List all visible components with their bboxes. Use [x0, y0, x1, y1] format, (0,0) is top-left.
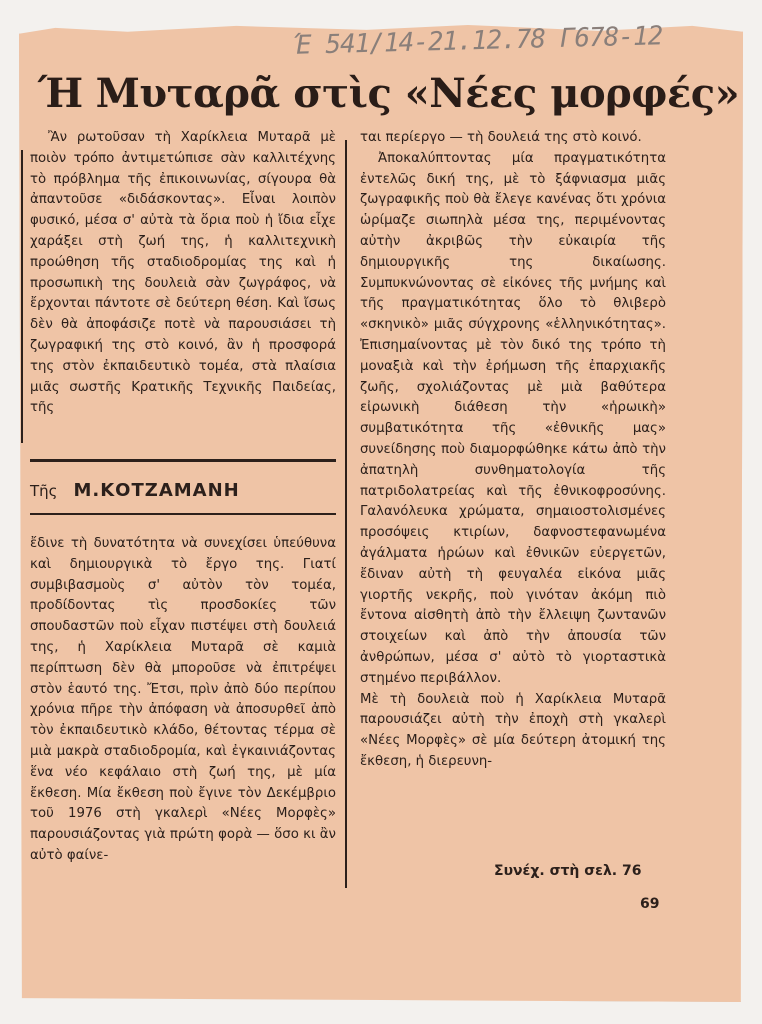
column-1-bottom-text: [30, 534, 336, 867]
byline-top-rule: [30, 459, 336, 462]
column-2-text: [360, 128, 666, 773]
paragraph: Μὲ τὴ δουλειὰ ποὺ ἡ Χαρίκλεια Μυταρᾶ παρουσιάζει αὐτὴ τὴν ἐποχὴ στὴ γκαλερὶ «Νέες Μορφὲς» σὲ μία δεύτερη ἀτομική της ἔκθεση, ἡ διερευνη-: [360, 691, 666, 769]
handwritten-archive-note: Έ 541/14-21.12.78 Γ678-12: [295, 21, 663, 61]
byline-bottom-rule: [30, 513, 336, 515]
byline: [30, 480, 336, 501]
byline-author: Μ.ΚΟΤΖΑΜΑΝΗ: [73, 480, 240, 501]
column-divider-rule: [345, 140, 347, 888]
paragraph: Ἀποκαλύπτοντας μία πραγματικότητα ἐντελῶς δική της, μὲ τὸ ξάφνιασμα μιᾶς ζωγραφικῆς ποὺ θὰ ἔλεγε κανένας ὅτι χρόνια ὡρίμαζε σιωπηλὰ μέσα της, περιμένοντας αὐτὴν ἀκριβῶς τὴν εὐκαιρία τῆς δημιουργικῆς της δικαίωσης. Συμπυκνώνοντας σὲ εἰκόνες τῆς μνήμης καὶ τῆς πραγματικότητας ὅλο τὸ θλιβερὸ «σκηνικὸ» μιᾶς σύγχρονης «ἑλληνικότητας». Ἐπισημαίνοντας μὲ τὸν δικό της τρόπο τὴ μοναξιὰ καὶ τὴν ἐρήμωση τῆς ἐπαρχιακῆς ζωῆς, σχολιάζοντας μὲ μιὰ βαθύτερα εἰρωνικὴ διάθεση τὴν «ἡρωικὴ» συμβατικότητα τῆς «ἐθνικῆς μας» συνείδησης ποὺ διαμορφώθηκε κάτω ἀπὸ τὴν ἀπατηλὴ συνθηματολογία τῆς πατριδολατρείας καὶ τῆς ἐθνικοφροσύνης. Γαλανόλευκα χρώματα, σημαιοστολισμένες προσόψεις κτιρίων, δαφνοστεφανωμένα ἀγάλματα ἡρώων καὶ ἐθνικῶν εὐεργετῶν, ἔδιναν αὐτὴ τὴ φευγαλέα εἰκόνα μιᾶς γιορτῆς νεκρῆς, ποὺ γινόταν ἀκόμη πιὸ ἔντονα αἰσθητὴ ἀπὸ τὴν ἔλλειψη ζωντανῶν στοιχείων καὶ ἀπὸ τὴν ἀπουσία τῶν ἀνθρώπων, μέσα σ' αὐτὸ τὸ γιορταστικὰ στημένο περιβάλλον.: [360, 150, 666, 686]
headline: Ή Μυταρᾶ στὶς «Νέες μορφές»: [38, 70, 740, 117]
paragraph: ται περίεργο — τὴ δουλειά της στὸ κοινό.: [360, 130, 642, 145]
paragraph: ἔδινε τὴ δυνατότητα νὰ συνεχίσει ὑπεύθυνα καὶ δημιουργικὰ τὸ ἔργο της. Γιατί συμβιβασμοὺς σ' αὐτὸν τὸν τομέα, προδίδοντας τὶς προσδοκίες τῶν σπουδαστῶν ποὺ εἶχαν πιστέψει στὴ δουλειά της, ἡ Χαρίκλεια Μυταρᾶ σὲ καμιὰ περίπτωση δὲν θὰ μποροῦσε νὰ ἐπιτρέψει στὸν ἑαυτό της. Ἔτσι, πρὶν ἀπὸ δύο περίπου χρόνια πῆρε τὴν ἀπόφαση νὰ ἀποσυρθεῖ ἀπὸ τὸν ἐκπαιδευτικὸ κλάδο, θέτοντας τέρμα σὲ μιὰ μακρὰ σταδιοδρομία, καὶ ἐγκαινιάζοντας ἕνα νέο κεφάλαιο στὴ ζωή της, μὲ μία ἔκθεση. Μία ἔκθεση ποὺ ἔγινε τὸν Δεκέμβριο τοῦ 1976 στὴ γκαλερὶ «Νέες Μορφὲς» παρουσιάζοντας γιὰ πρώτη φορὰ — ὅσο κι ἂν αὐτὸ φαίνε-: [30, 536, 336, 863]
page-number: 69: [640, 896, 660, 912]
byline-label: Τῆς: [30, 482, 58, 500]
left-column-rule: [21, 150, 23, 443]
column-1-top-text: [30, 128, 336, 419]
paragraph: Ἂν ρωτοῦσαν τὴ Χαρίκλεια Μυταρᾶ μὲ ποιὸν τρόπο ἀντιμετώπισε σὰν καλλιτέχνης τὸ πρόβλημα τῆς ἐπικοινωνίας, σίγουρα θὰ ἀπαντοῦσε «διδάσκοντας». Εἶναι λοιπὸν φυσικό, μέσα σ' αὐτὰ τὰ ὅρια ποὺ ἡ ἴδια εἶχε χαράξει στὴ ζωή της, ἡ καλλιτεχνικὴ προώθηση τῆς σταδιοδρομίας της καὶ ἡ προσωπικὴ της δουλειὰ σὰν ζωγράφος, νὰ ἔρχονται πάντοτε σὲ δεύτερη θέση. Καὶ ἴσως δὲν θὰ ἀποφάσιζε ποτὲ νὰ παρουσιάσει τὴ ζωγραφική της στὸ κοινό, ἂν ἡ προσφορά της στὸν ἐκπαιδευτικὸ τομέα, στὰ πλαίσια μιᾶς σωστῆς Κρατικῆς Τεχνικῆς Παιδείας, τῆς: [30, 130, 336, 416]
continuation-note: Συνέχ. στὴ σελ. 76: [494, 863, 642, 879]
